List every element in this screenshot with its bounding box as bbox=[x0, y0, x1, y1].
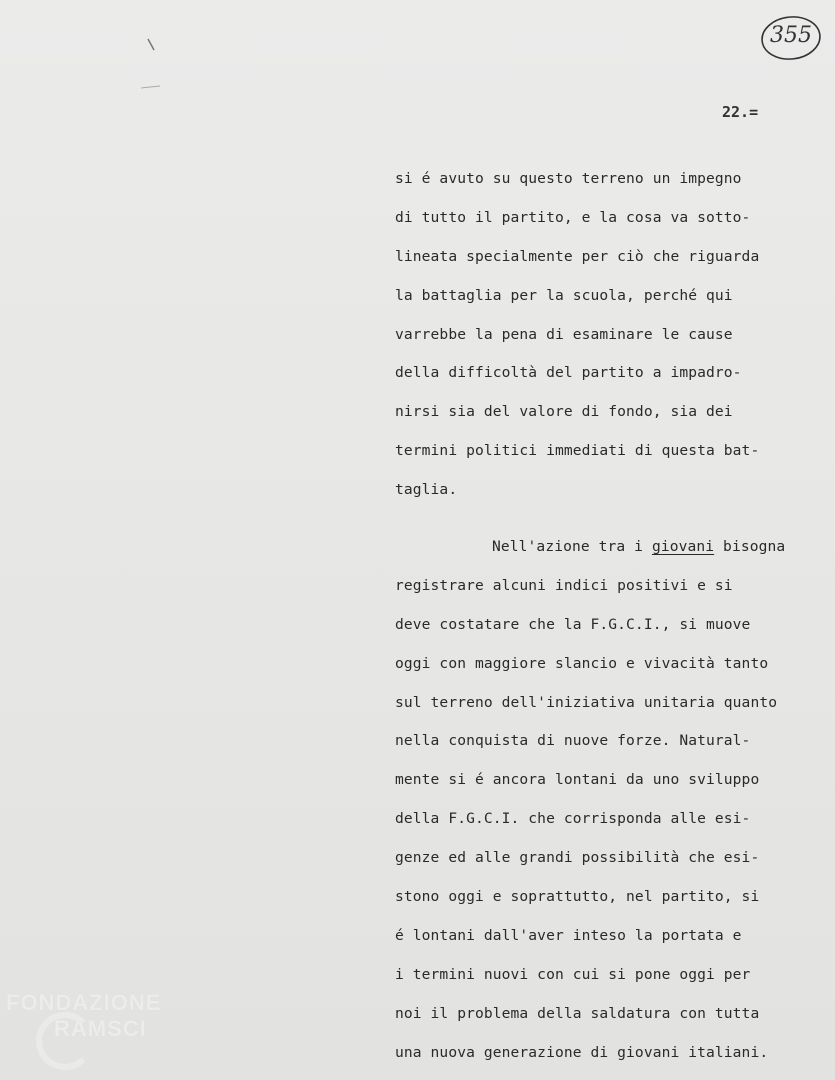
paper-speck bbox=[146, 38, 156, 52]
paper-speck bbox=[140, 84, 162, 90]
text-line bbox=[395, 528, 825, 567]
text-span: Nell'azione tra i bbox=[492, 538, 652, 556]
text-line: termini politici immediati di questa bat- bbox=[395, 442, 760, 460]
text-line: della difficoltà del partito a impadro- bbox=[395, 364, 742, 382]
text-line: stono oggi e soprattutto, nel partito, si bbox=[395, 888, 760, 906]
text-line: nirsi sia del valore di fondo, sia dei bbox=[395, 403, 733, 421]
text-line: noi il problema della saldatura con tutta bbox=[395, 1004, 760, 1022]
text-line: oggi con maggiore slancio e vivacità tanto bbox=[395, 654, 769, 672]
watermark-line-2: RAMSCI bbox=[54, 1016, 147, 1041]
watermark-line-1: FONDAZIONE bbox=[6, 990, 162, 1015]
paragraph-1 bbox=[395, 160, 825, 510]
text-line: genze ed alle grandi possibilità che esi- bbox=[395, 849, 760, 867]
paragraph-2 bbox=[395, 528, 825, 1072]
text-line: lineata specialmente per ciò che riguarda bbox=[395, 247, 760, 265]
text-line: della F.G.C.I. che corrisponda alle esi- bbox=[395, 810, 751, 828]
page-number: 22.= bbox=[722, 103, 759, 121]
folio-number bbox=[760, 14, 822, 62]
text-line: varrebbe la pena di esaminare le cause bbox=[395, 325, 733, 343]
text-line: é lontani dall'aver inteso la portata e bbox=[395, 926, 742, 944]
underlined-word: giovani bbox=[651, 538, 715, 556]
text-line: deve costatare che la F.G.C.I., si muove bbox=[395, 615, 751, 633]
body-text bbox=[395, 160, 825, 1072]
folio-text: 355 bbox=[770, 23, 812, 48]
text-line: di tutto il partito, e la cosa va sotto- bbox=[395, 208, 751, 226]
text-span: bisogna bbox=[714, 538, 786, 556]
text-line: una nuova generazione di giovani italiani. bbox=[395, 1043, 769, 1061]
text-line: i termini nuovi con cui si pone oggi per bbox=[395, 965, 751, 983]
text-line: si é avuto su questo terreno un impegno bbox=[395, 170, 742, 187]
text-line: nella conquista di nuove forze. Natural- bbox=[395, 732, 751, 750]
text-line: taglia. bbox=[395, 481, 458, 499]
text-line: registrare alcuni indici positivi e si bbox=[395, 576, 733, 594]
text-line: mente si é ancora lontani da uno sviluppo bbox=[395, 771, 760, 789]
watermark-logo bbox=[6, 990, 206, 1070]
text-line: la battaglia per la scuola, perché qui bbox=[395, 286, 733, 304]
text-line: sul terreno dell'iniziativa unitaria quanto bbox=[395, 693, 778, 711]
